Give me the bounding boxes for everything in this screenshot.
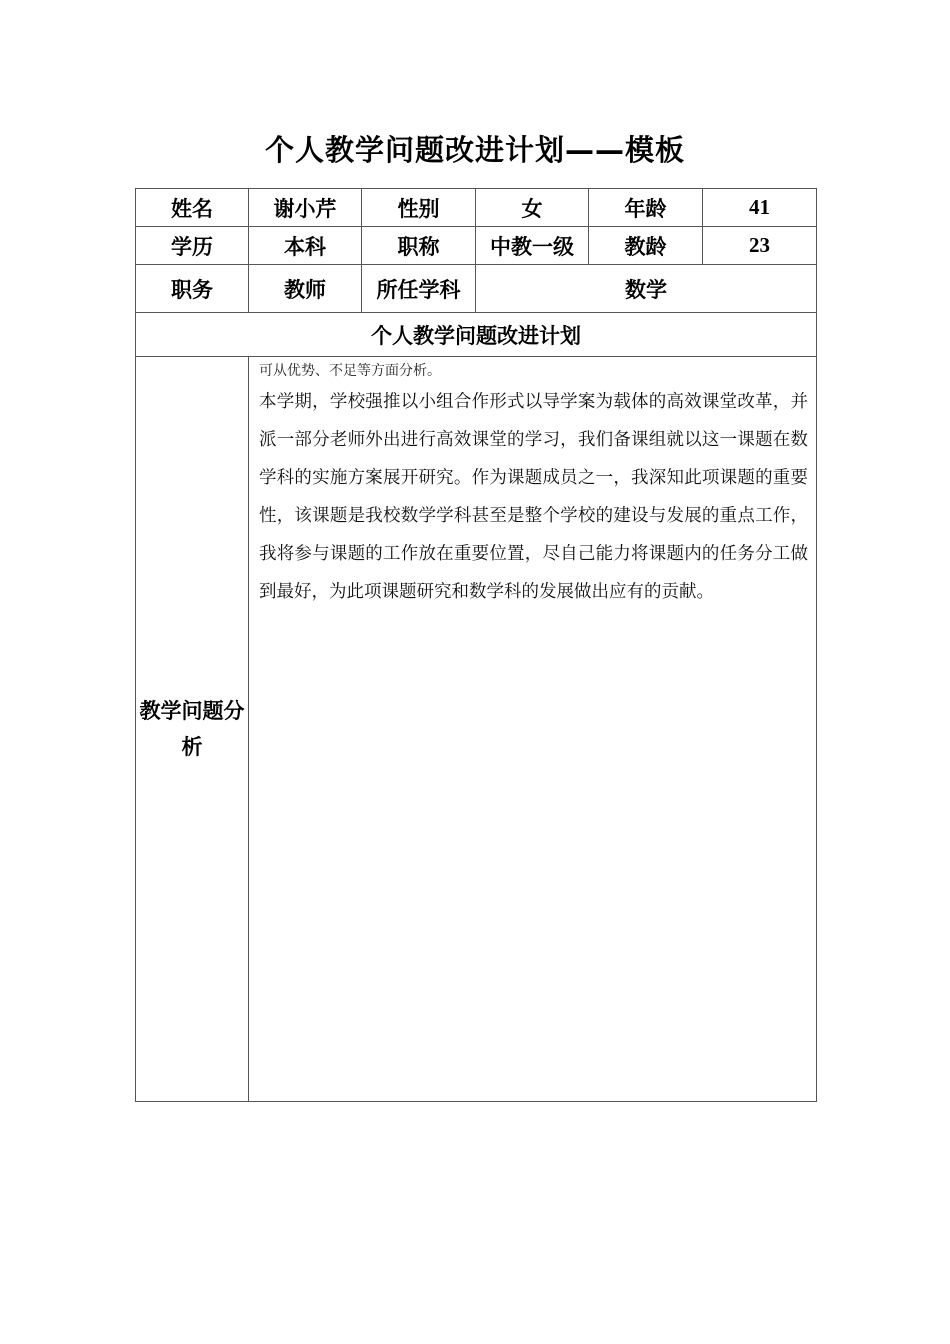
page-title: 个人教学问题改进计划——模板: [264, 133, 685, 167]
gender-label: 性别: [362, 189, 476, 227]
gender-value: 女: [476, 189, 589, 227]
teaching-years-label: 教龄: [589, 227, 703, 265]
table-row: [136, 227, 817, 265]
age-value: 41: [703, 189, 817, 227]
table-row: [136, 265, 817, 313]
professional-title-value: 中教一级: [476, 227, 589, 265]
age-label: 年龄: [589, 189, 703, 227]
analysis-hint: 可从优势、不足等方面分析。: [259, 363, 441, 379]
teaching-years-value: 23: [703, 227, 817, 265]
analysis-text: 本学期，学校强推以小组合作形式以导学案为载体的高效课堂改革，并派一部分老师外出进行高效课堂的学习，我们备课组就以这一课题在数学科的实施方案展开研究。作为课题成员之一，我深知此项课题的重要性，该课题是我校数学学科甚至是整个学校的建设与发展的重点工作，我将参与课题的工作放在重要位置，尽自己能力将课题内的任务分工做到最好，为此项课题研究和数学科的发展做出应有的贡献。: [259, 392, 808, 602]
education-value: 本科: [249, 227, 362, 265]
duty-value: 教师: [249, 265, 362, 313]
table-row: [136, 357, 817, 1102]
name-value: 谢小芹: [249, 189, 362, 227]
analysis-content: [249, 357, 817, 1102]
teacher-plan-table: [135, 188, 817, 1102]
table-row: [136, 313, 817, 357]
duty-label: 职务: [136, 265, 249, 313]
education-label: 学历: [136, 227, 249, 265]
analysis-label: 教学问题分析: [136, 357, 249, 1102]
professional-title-label: 职称: [362, 227, 476, 265]
name-label: 姓名: [136, 189, 249, 227]
table-row: [136, 189, 817, 227]
section-header: 个人教学问题改进计划: [136, 313, 817, 357]
subject-value: 数学: [476, 265, 817, 313]
subject-label: 所任学科: [362, 265, 476, 313]
